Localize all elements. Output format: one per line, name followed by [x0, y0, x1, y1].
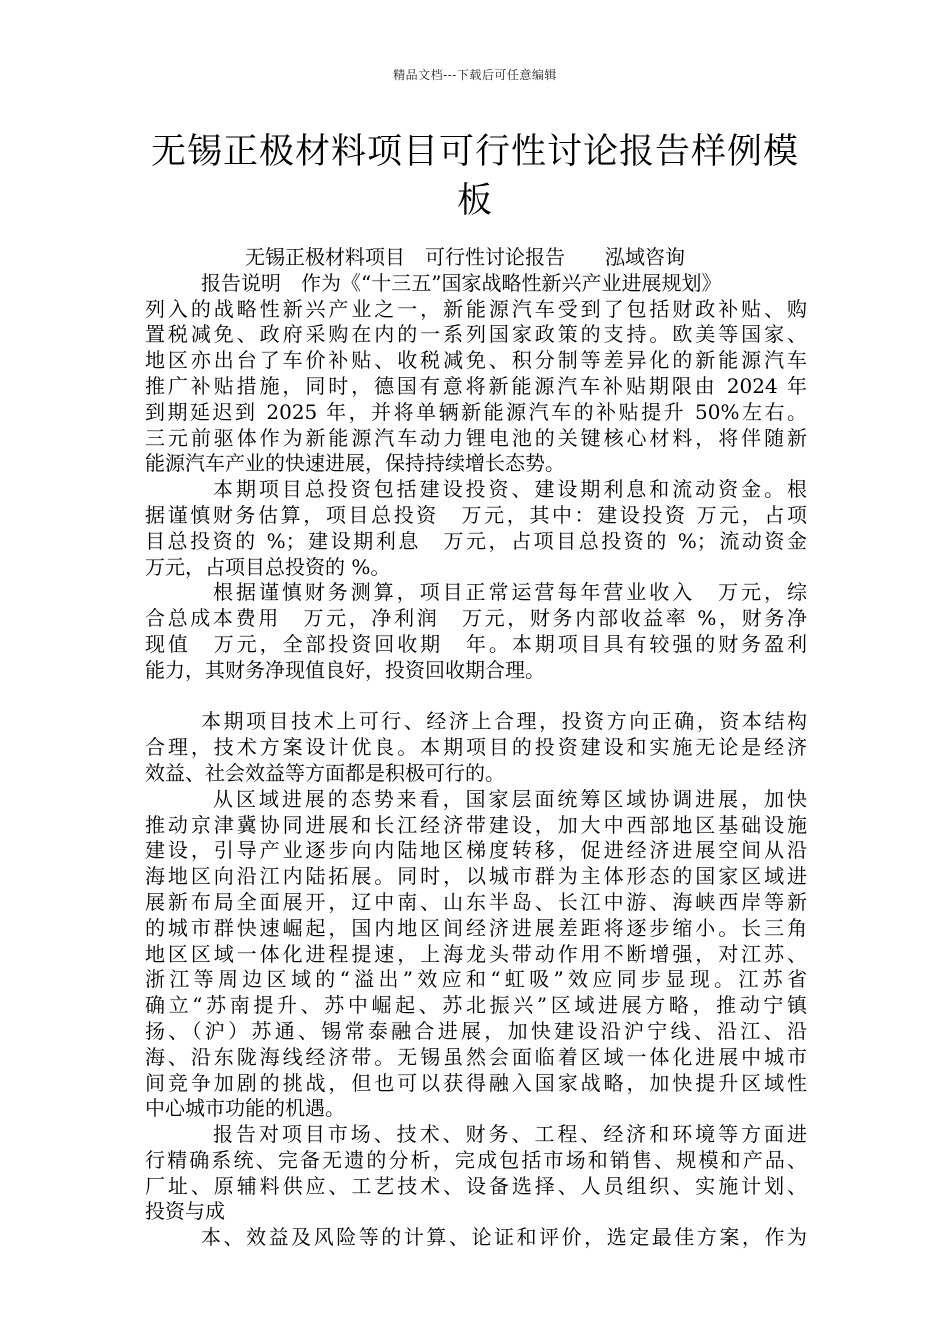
text-line: 合理，技术方案设计优良。本期项目的投资建设和实施无论是经济 — [145, 735, 807, 760]
text-line: 能源汽车产业的快速进展，保持持续增长态势。 — [145, 451, 565, 476]
text-line: 投资与成 — [145, 1199, 225, 1224]
text-line: 厂址、原辅料供应、工艺技术、设备选择、人员组织、实施计划、 — [145, 1173, 807, 1198]
text-line: 推动京津冀协同进展和长江经济带建设，加大中西部地区基础设施 — [145, 812, 807, 837]
text-line: 根据谨慎财务测算，项目正常运营每年营业收入 万元，综 — [213, 580, 807, 605]
text-line: 建设，引导产业逐步向内陆地区梯度转移，促进经济进展空间从沿 — [145, 838, 807, 863]
text-line: 确立“苏南提升、苏中崛起、苏北振兴”区域进展方略，推动宁镇 — [145, 993, 807, 1018]
text-line: 本期项目技术上可行、经济上合理，投资方向正确，资本结构 — [201, 709, 807, 734]
text-line: 置税减免、政府采购在内的一系列国家政策的支持。欧美等国家、 — [145, 322, 807, 347]
title-line-1: 无锡正极材料项目可行性讨论报告样例模 — [150, 132, 799, 172]
title-line-2: 板 — [456, 181, 493, 221]
text-line: 本期项目总投资包括建设投资、建设期利息和流动资金。根 — [213, 477, 807, 502]
text-line: 海、沿东陇海线经济带。无锡虽然会面临着区域一体化进展中城市 — [145, 1044, 807, 1069]
text-line: 合总成本费用 万元，净利润 万元，财务内部收益率 %，财务净 — [145, 606, 807, 631]
text-line: 三元前驱体作为新能源汽车动力锂电池的关键核心材料，将伴随新 — [145, 425, 807, 450]
text-line: 报告说明 作为《“十三五”国家战略性新兴产业进展规划》 — [201, 270, 722, 295]
text-line: 中心城市功能的机遇。 — [145, 1096, 345, 1121]
text-line: 报告对项目市场、技术、财务、工程、经济和环境等方面进 — [213, 1122, 807, 1147]
text-line: 万元，占项目总投资的 %。 — [145, 554, 391, 579]
text-line: 据谨慎财务估算，项目总投资 万元，其中：建设投资 万元，占项 — [145, 502, 807, 527]
text-line: 扬、（沪）苏通、锡常泰融合进展，加快建设沿沪宁线、沿江、沿 — [145, 1018, 807, 1043]
page-header: 精品文档---下载后可任意编辑 — [393, 68, 557, 82]
text-line: 的城市群快速崛起，国内地区间经济进展差距将逐步缩小。长三角 — [145, 915, 807, 940]
text-line: 行精确系统、完备无遗的分析，完成包括市场和销售、规模和产品、 — [145, 1147, 807, 1172]
document-body — [145, 245, 807, 1251]
text-line: 间竞争加剧的挑战，但也可以获得融入国家战略，加快提升区域性 — [145, 1070, 807, 1095]
text-line: 从区域进展的态势来看，国家层面统筹区域协调进展，加快 — [213, 786, 807, 811]
text-line: 列入的战略性新兴产业之一，新能源汽车受到了包括财政补贴、购 — [145, 296, 807, 321]
text-line: 无锡正极材料项目 可行性讨论报告 泓域咨询 — [245, 245, 685, 269]
text-line: 现值 万元，全部投资回收期 年。本期项目具有较强的财务盈利 — [145, 631, 807, 656]
document-title — [140, 128, 810, 226]
text-line: 推广补贴措施，同时，德国有意将新能源汽车补贴期限由 2024 年 — [145, 373, 807, 398]
text-line: 到期延迟到 2025 年，并将单辆新能源汽车的补贴提升 50%左右。 — [145, 399, 807, 424]
text-line: 地区亦出台了车价补贴、收税减免、积分制等差异化的新能源汽车 — [145, 348, 807, 373]
text-line — [145, 684, 807, 710]
text-line: 效益、社会效益等方面都是积极可行的。 — [145, 760, 505, 785]
text-line: 本、效益及风险等的计算、论证和评价，选定最佳方案，作为 — [201, 1225, 807, 1250]
text-line: 能力，其财务净现值良好，投资回收期合理。 — [145, 657, 545, 682]
text-line: 展新布局全面展开，辽中南、山东半岛、长江中游、海峡西岸等新 — [145, 889, 807, 914]
text-line: 海地区向沿江内陆拓展。同时，以城市群为主体形态的国家区域进 — [145, 864, 807, 889]
text-line: 地区区域一体化进程提速，上海龙头带动作用不断增强，对江苏、 — [145, 941, 807, 966]
text-line: 目总投资的 %；建设期利息 万元，占项目总投资的 %；流动资金 — [145, 528, 807, 553]
text-line: 浙江等周边区域的“溢出”效应和“虹吸”效应同步显现。江苏省 — [145, 967, 807, 992]
